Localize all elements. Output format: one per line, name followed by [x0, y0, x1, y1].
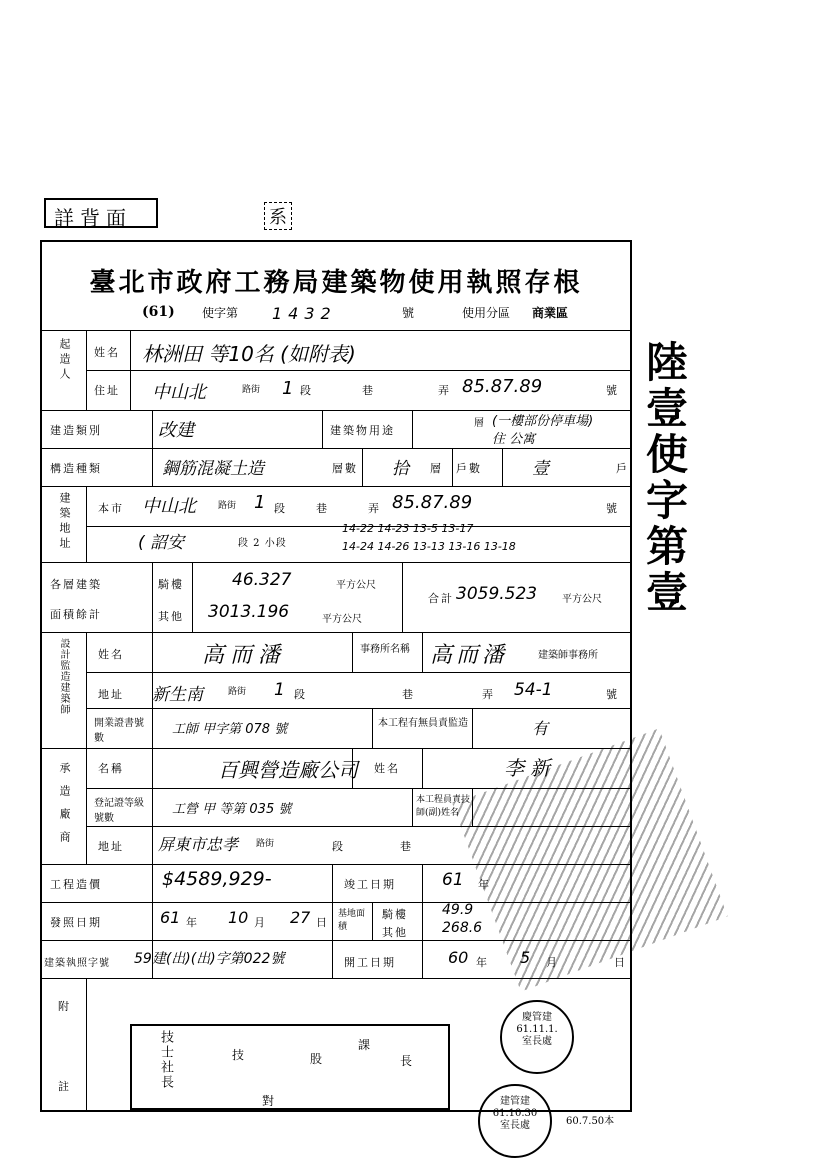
area-other-label: 其他	[158, 610, 184, 623]
area-total-value: 3059.523	[456, 584, 538, 604]
done-year-unit: 年	[478, 878, 491, 891]
site-lane: 巷	[316, 502, 329, 515]
applicant-addr-no: 85.87.89	[462, 376, 543, 397]
contractor-person-value: 李新	[504, 756, 556, 780]
contractor-section-label: 承造廠商	[58, 762, 71, 854]
cost-label: 工程造價	[50, 878, 102, 891]
designer-addr-no-label: 號	[606, 688, 619, 701]
done-label: 竣工日期	[344, 878, 396, 891]
site-city: 本市	[98, 502, 124, 515]
area-label-1: 各層建築	[50, 578, 102, 591]
back-side-tag-label: 詳背面	[54, 206, 132, 230]
designer-name-label: 姓名	[98, 648, 124, 661]
applicant-addr-lane: 巷	[362, 384, 375, 397]
print-mark: 60.7.50本	[566, 1116, 615, 1127]
permit-no-value: 59建(出)(出)字第022號	[134, 951, 285, 967]
designer-lic-label: 開業證書號數	[94, 718, 144, 744]
approval-box	[130, 1024, 450, 1110]
approval-cell-5: 對	[262, 1094, 275, 1108]
stamp-2-line-1: 建管建	[500, 1096, 530, 1107]
side-strip-text: 陸壹使字第壹	[640, 340, 689, 616]
issue-year-unit: 年	[186, 916, 199, 929]
zone-value: 商業區	[532, 306, 569, 320]
stamp-1-line-3: 室長處	[522, 1036, 552, 1047]
permit-no-label: 建築執照字號	[44, 958, 110, 969]
contractor-reg-label: 登記證等級號數	[94, 798, 144, 824]
start-month: 5	[520, 948, 531, 967]
area-ride-label: 騎樓	[158, 578, 184, 591]
back-side-tag	[44, 198, 158, 228]
stamp-1-line-1: 慶管建	[522, 1012, 552, 1023]
floors-value: 拾	[392, 459, 409, 479]
designer-firm-label: 事務所名稱	[360, 644, 410, 655]
applicant-addr-road: 中山北	[152, 382, 206, 403]
area-other-value: 3013.196	[208, 602, 290, 622]
contractor-name-label: 名稱	[98, 762, 124, 775]
building-type-value: 改建	[158, 420, 194, 441]
contractor-addr-seg: 段	[332, 840, 345, 853]
site-alley: 弄	[368, 502, 381, 515]
issue-month-unit: 月	[254, 916, 267, 929]
issue-month: 10	[228, 908, 249, 927]
site-lots: 14-22 14-23 13-5 13-17	[342, 522, 474, 535]
applicant-addr-road-label: 路街	[242, 385, 261, 395]
start-label: 開工日期	[344, 956, 396, 969]
units-unit: 戶	[616, 462, 629, 475]
site-district: ( 詔安	[138, 533, 185, 553]
contractor-addr-lane: 巷	[400, 840, 413, 853]
units-label: 戶數	[456, 462, 482, 475]
designer-resp-label: 本工程有無員責監造	[378, 718, 468, 729]
issue-day: 27	[290, 908, 311, 927]
permit-prefix: 使字第	[202, 306, 239, 320]
contractor-tech-label: 本工程員責技師(副)姓名	[416, 795, 471, 818]
site-small-seg: 段 2 小段	[238, 538, 287, 549]
approval-stamp-1	[500, 1000, 574, 1074]
site-lots2: 14-24 14-26 13-13 13-16 13-18	[342, 540, 516, 553]
applicant-addr-seg: 1	[282, 378, 294, 399]
area-ride-value: 46.327	[232, 570, 292, 590]
contractor-person-label: 姓名	[374, 762, 400, 775]
building-use-floor-label: 層	[474, 418, 484, 429]
start-year-unit: 年	[476, 956, 489, 969]
site-section-label: 建築地址	[58, 492, 71, 552]
cost-value: $4589,929-	[162, 868, 272, 890]
floors-label: 層數	[332, 462, 358, 475]
approval-cell-1: 技	[232, 1048, 245, 1062]
structure-label: 構造種類	[50, 462, 102, 475]
stamp-2-line-2: 61.10.30	[492, 1108, 538, 1119]
approval-cell-4: 長	[400, 1054, 413, 1068]
applicant-addr-seg-label: 段	[300, 384, 313, 397]
area-total-label: 合計	[428, 592, 454, 605]
building-use-value2: 住 公寓	[492, 432, 536, 447]
contractor-addr-road-label: 路街	[256, 839, 275, 849]
approval-stamp-2	[478, 1084, 552, 1158]
building-type-label: 建造類別	[50, 424, 102, 437]
base-ride-value: 49.9	[442, 902, 474, 918]
site-seg: 1	[254, 492, 266, 513]
area-label-2: 面積餘計	[50, 608, 102, 621]
start-month-unit: 月	[546, 956, 559, 969]
permit-number-row	[142, 304, 622, 324]
designer-resp-value: 有	[532, 719, 549, 738]
applicant-addr-label: 住址	[94, 384, 120, 397]
site-road: 中山北	[142, 496, 196, 517]
start-year: 60	[448, 948, 469, 967]
area-total-unit: 平方公尺	[562, 594, 602, 605]
issue-label: 發照日期	[50, 916, 102, 929]
contractor-reg-value: 工營 甲 等第 035 號	[172, 802, 292, 817]
base-area-label: 基地面積	[338, 909, 366, 932]
done-year: 61	[442, 870, 464, 890]
designer-addr-seg: 1	[274, 680, 285, 700]
designer-addr-label: 地址	[98, 688, 124, 701]
contractor-name-value: 百興營造廠公司	[218, 758, 358, 782]
permit-suffix: 號	[402, 306, 415, 320]
stamp-2-line-3: 室長處	[500, 1120, 530, 1131]
designer-firm-suffix: 建築師事務所	[538, 650, 598, 661]
zone-label: 使用分區	[462, 306, 511, 320]
designer-addr-alley: 弄	[482, 688, 495, 701]
base-other-value: 268.6	[442, 920, 483, 936]
applicant-addr-no-label: 號	[606, 384, 619, 397]
site-seg-label: 段	[274, 502, 287, 515]
approval-box-label: 技士社長	[158, 1030, 173, 1090]
units-value: 壹	[532, 459, 549, 479]
applicant-addr-alley: 弄	[438, 384, 451, 397]
issue-day-unit: 日	[316, 916, 329, 929]
building-use-label: 建築物用途	[330, 424, 395, 437]
approval-cell-2: 股	[310, 1052, 323, 1066]
issue-year: 61	[160, 908, 181, 927]
designer-addr-lane: 巷	[402, 688, 415, 701]
base-other-label: 其他	[382, 926, 408, 939]
approval-cell-3: 課	[358, 1038, 371, 1052]
contractor-addr-road: 屏東市忠孝	[158, 835, 239, 854]
designer-addr-road: 新生南	[152, 685, 203, 705]
designer-section-label: 設計監造建築師	[58, 638, 69, 715]
permit-number: 1432	[272, 304, 337, 323]
applicant-name-label: 姓名	[94, 346, 120, 359]
tag-mark: 系	[264, 202, 292, 230]
applicant-section-label: 起造人	[58, 338, 71, 383]
designer-firm-value: 高而潘	[430, 643, 509, 668]
start-day-unit: 日	[614, 956, 627, 969]
designer-addr-no: 54-1	[514, 680, 553, 700]
designer-addr-road-label: 路街	[228, 687, 247, 697]
notes-label-2: 註	[58, 1080, 71, 1093]
permit-year: (61)	[142, 304, 175, 320]
site-road-label: 路街	[218, 501, 237, 511]
floors-unit: 層	[430, 462, 443, 475]
applicant-name-value: 林洲田 等10名 (如附表)	[142, 342, 356, 366]
site-no-label: 號	[606, 502, 619, 515]
base-ride-label: 騎樓	[382, 908, 408, 921]
notes-label-1: 附	[58, 1000, 71, 1013]
designer-name-value: 高而潘	[202, 643, 287, 668]
designer-addr-seg-label: 段	[294, 688, 307, 701]
area-ride-unit: 平方公尺	[336, 580, 376, 591]
form-title: 臺北市政府工務局建築物使用執照存根	[89, 268, 583, 298]
structure-value: 鋼筋混凝土造	[162, 459, 264, 479]
area-other-unit: 平方公尺	[322, 614, 362, 625]
contractor-addr-label: 地址	[98, 840, 124, 853]
designer-lic-value: 工師 甲字第 078 號	[172, 722, 288, 737]
stamp-1-line-2: 61.11.1.	[516, 1024, 558, 1035]
building-use-value: (一樓部份停車場)	[492, 414, 594, 429]
site-no: 85.87.89	[392, 492, 473, 513]
